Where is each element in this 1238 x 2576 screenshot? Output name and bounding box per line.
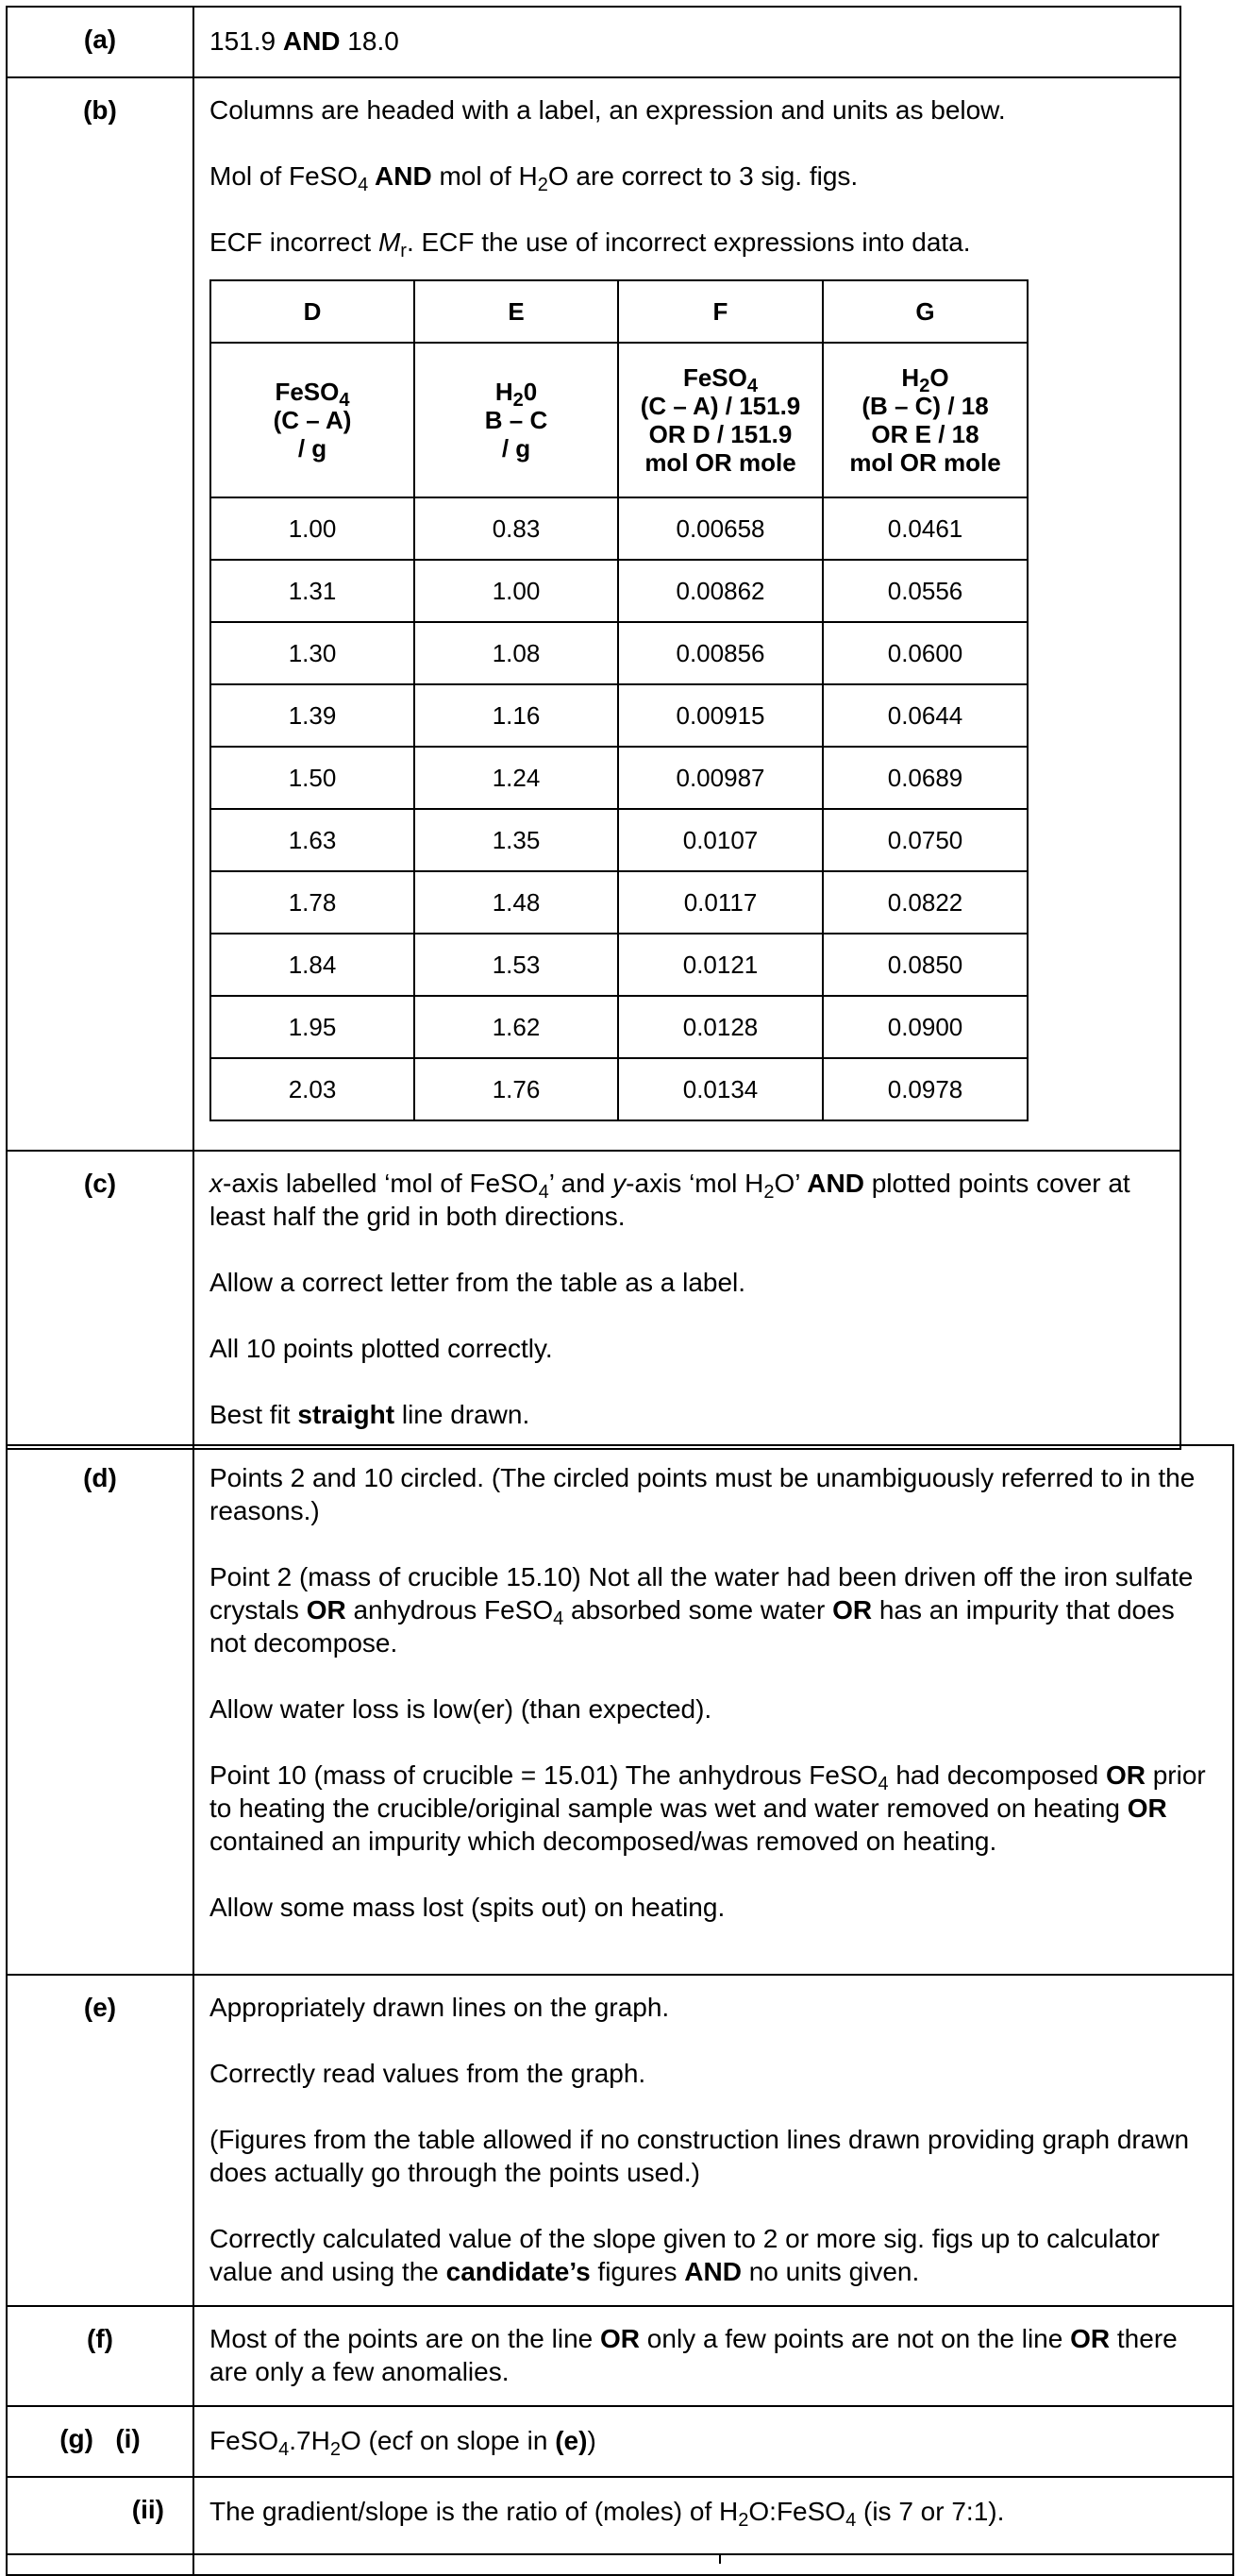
part-e-label: (e) bbox=[7, 1975, 193, 2306]
part-d-para-2: Point 2 (mass of crucible 15.10) Not all the water had been driven off the iron sulfate crystals OR anhydrous FeSO$_4$ absorbed some water OR has an impurity that does not decompose. bbox=[209, 1562, 1194, 1658]
table-cell-f: 0.00862 bbox=[618, 560, 823, 622]
part-g-i-label: (g) (i) bbox=[7, 2406, 193, 2477]
part-c-para-4: Best fit straight line drawn. bbox=[209, 1400, 530, 1429]
col-expression-e: $H_20$ B – C / g bbox=[414, 343, 618, 497]
table-cell-e: 1.00 bbox=[414, 560, 618, 622]
col-letter-d: D bbox=[210, 280, 414, 343]
row-part-a bbox=[7, 7, 1180, 77]
table-cell-g: 0.0556 bbox=[823, 560, 1028, 622]
table-row bbox=[210, 934, 1028, 996]
part-b-line-3: ECF incorrect $M_r$. ECF the use of incorrect expressions into data. bbox=[209, 227, 971, 261]
table-cell-d: 1.31 bbox=[210, 560, 414, 622]
col-expression-d: FeSO$_4$ (C – A) / g bbox=[210, 343, 414, 497]
markscheme-table-2 bbox=[6, 1444, 1234, 2576]
table-cell-e: 1.24 bbox=[414, 747, 618, 809]
part-f-content: Most of the points are on the line OR only a few points are not on the line OR there are only a few anomalies. bbox=[193, 2306, 1233, 2406]
results-table bbox=[209, 279, 1029, 1121]
part-c-para-2: Allow a correct letter from the table as a label. bbox=[209, 1268, 746, 1297]
row-part-g-i bbox=[7, 2406, 1233, 2477]
part-g-ii-label: (ii) bbox=[7, 2477, 193, 2575]
row-part-f bbox=[7, 2306, 1233, 2406]
part-e-para-3: (Figures from the table allowed if no construction lines drawn providing graph drawn does actually go through the points used.) bbox=[209, 2125, 1190, 2187]
row-part-e bbox=[7, 1975, 1233, 2306]
table-row bbox=[210, 1058, 1028, 1120]
table-cell-d: 1.30 bbox=[210, 622, 414, 684]
table-cell-d: 1.84 bbox=[210, 934, 414, 996]
part-d-content bbox=[193, 1445, 1233, 1975]
next-row-top-border bbox=[6, 2553, 1232, 2555]
table-cell-f: 0.00658 bbox=[618, 497, 823, 560]
table-cell-g: 0.0900 bbox=[823, 996, 1028, 1058]
table-cell-f: 0.0117 bbox=[618, 871, 823, 934]
part-d-para-3: Allow water loss is low(er) (than expected). bbox=[209, 1694, 712, 1724]
table-cell-g: 0.0822 bbox=[823, 871, 1028, 934]
table-cell-e: 1.16 bbox=[414, 684, 618, 747]
table-cell-d: 1.63 bbox=[210, 809, 414, 871]
table-cell-e: 1.35 bbox=[414, 809, 618, 871]
part-b-line-1: Columns are headed with a label, an expression and units as below. bbox=[209, 95, 1006, 125]
table-cell-d: 2.03 bbox=[210, 1058, 414, 1120]
part-c-label: (c) bbox=[7, 1151, 193, 1449]
table-row bbox=[210, 560, 1028, 622]
table-row bbox=[210, 684, 1028, 747]
table-row bbox=[210, 497, 1028, 560]
part-b-line-2: Mol of FeSO$_4$ AND mol of $H_2O$ are correct to 3 sig. figs. bbox=[209, 161, 859, 195]
part-d-para-5: Allow some mass lost (spits out) on heating. bbox=[209, 1893, 726, 1922]
part-c-para-3: All 10 points plotted correctly. bbox=[209, 1334, 553, 1363]
table-row bbox=[210, 747, 1028, 809]
table-cell-e: 1.76 bbox=[414, 1058, 618, 1120]
col-letter-e: E bbox=[414, 280, 618, 343]
table-cell-g: 0.0850 bbox=[823, 934, 1028, 996]
row-part-b bbox=[7, 77, 1180, 1151]
table-cell-g: 0.0461 bbox=[823, 497, 1028, 560]
table-cell-f: 0.0128 bbox=[618, 996, 823, 1058]
table-cell-g: 0.0978 bbox=[823, 1058, 1028, 1120]
row-part-c bbox=[7, 1151, 1180, 1449]
table-cell-f: 0.0121 bbox=[618, 934, 823, 996]
col-expression-f: FeSO$_4$ (C – A) / 151.9 OR D / 151.9 mol OR mole bbox=[618, 343, 823, 497]
part-e-para-4: Correctly calculated value of the slope given to 2 or more sig. figs up to calculator value and using the candidate’s figures AND no units given. bbox=[209, 2224, 1160, 2286]
table-cell-f: 0.0107 bbox=[618, 809, 823, 871]
table-cell-g: 0.0600 bbox=[823, 622, 1028, 684]
table-cell-f: 0.00856 bbox=[618, 622, 823, 684]
table-cell-d: 1.95 bbox=[210, 996, 414, 1058]
part-d-para-4: Point 10 (mass of crucible = 15.01) The anhydrous FeSO$_4$ had decomposed OR prior to heating the crucible/original sample was wet and water removed on heating OR contained an impurity which decomposed/was removed on heating. bbox=[209, 1760, 1206, 1856]
row-part-d bbox=[7, 1445, 1233, 1975]
table-row bbox=[210, 622, 1028, 684]
part-d-label: (d) bbox=[7, 1445, 193, 1975]
col-expression-g: $H_2O$ (B – C) / 18 OR E / 18 mol OR mole bbox=[823, 343, 1028, 497]
table-cell-d: 1.39 bbox=[210, 684, 414, 747]
part-d-para-1: Points 2 and 10 circled. (The circled points must be unambiguously referred to in the reasons.) bbox=[209, 1463, 1196, 1525]
part-c-para-1: x-axis labelled ‘mol of FeSO$_4$’ and y-axis ‘mol $H_2O$’ AND plotted points cover at least half the grid in both directions. bbox=[209, 1169, 1130, 1231]
table-cell-d: 1.50 bbox=[210, 747, 414, 809]
table-cell-g: 0.0644 bbox=[823, 684, 1028, 747]
part-e-para-2: Correctly read values from the graph. bbox=[209, 2059, 646, 2088]
table-cell-d: 1.00 bbox=[210, 497, 414, 560]
markscheme-table-1 bbox=[6, 6, 1181, 1450]
next-row-divider-2 bbox=[719, 2553, 721, 2564]
table-cell-f: 0.0134 bbox=[618, 1058, 823, 1120]
next-row-divider-1 bbox=[192, 2553, 194, 2564]
table-cell-e: 1.08 bbox=[414, 622, 618, 684]
part-f-label: (f) bbox=[7, 2306, 193, 2406]
part-g-ii-content: The gradient/slope is the ratio of (moles) of $H_2O:FeSO_4$ (is 7 or 7:1). bbox=[193, 2477, 1233, 2575]
table-row bbox=[210, 809, 1028, 871]
part-b-content bbox=[193, 77, 1180, 1151]
part-a-label: (a) bbox=[7, 7, 193, 77]
part-e-para-1: Appropriately drawn lines on the graph. bbox=[209, 1993, 670, 2022]
table-row bbox=[210, 996, 1028, 1058]
part-g-i-content: $FeSO_4.7H_2O$ (ecf on slope in (e)) bbox=[193, 2406, 1233, 2477]
part-b-label: (b) bbox=[7, 77, 193, 1151]
part-a-answer: 151.9 AND 18.0 bbox=[193, 7, 1180, 77]
table-cell-f: 0.00987 bbox=[618, 747, 823, 809]
col-letter-f: F bbox=[618, 280, 823, 343]
row-part-g-ii bbox=[7, 2477, 1233, 2575]
part-e-content bbox=[193, 1975, 1233, 2306]
table-cell-d: 1.78 bbox=[210, 871, 414, 934]
table-cell-e: 0.83 bbox=[414, 497, 618, 560]
part-c-content bbox=[193, 1151, 1180, 1449]
table-cell-e: 1.48 bbox=[414, 871, 618, 934]
table-cell-e: 1.62 bbox=[414, 996, 618, 1058]
table-cell-g: 0.0750 bbox=[823, 809, 1028, 871]
col-letter-g: G bbox=[823, 280, 1028, 343]
table-cell-e: 1.53 bbox=[414, 934, 618, 996]
table-cell-g: 0.0689 bbox=[823, 747, 1028, 809]
table-row bbox=[210, 871, 1028, 934]
table-cell-f: 0.00915 bbox=[618, 684, 823, 747]
